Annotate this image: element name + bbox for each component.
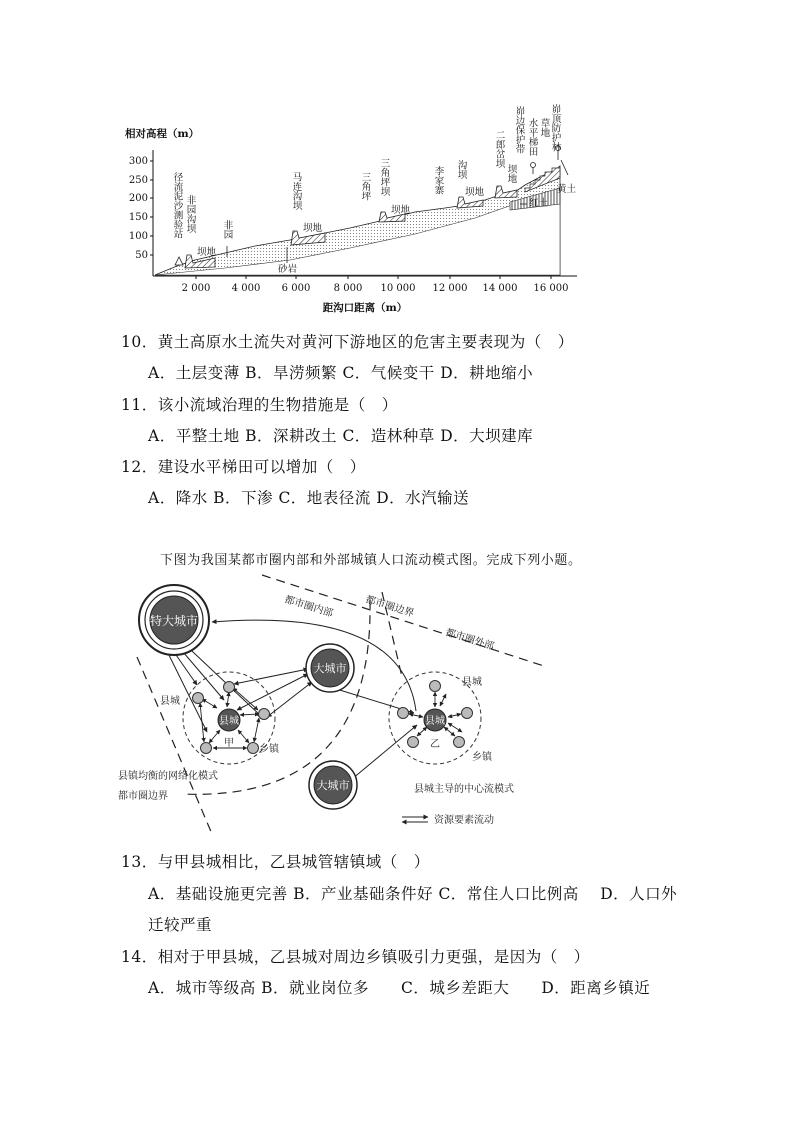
x-tick-10000: 10 000 (380, 283, 416, 294)
label-huangtu: 黄土 (557, 184, 577, 195)
mega-city-label: 特大城市 (149, 614, 199, 628)
label-outer: 都市圈外部 (444, 627, 496, 653)
label-badi-4: 坝地 (465, 187, 485, 198)
yi-label: 乙 (430, 739, 440, 750)
big-city-node-1 (306, 644, 354, 692)
dam-5 (495, 186, 517, 198)
label-sanjiao-pingba: 三角坪坝 (378, 158, 390, 196)
question-13-options: A．基础设施更完善 B．产业基础条件好 C．常住人口比例高 D．人口外 (148, 885, 678, 903)
big-city-label-1: 大城市 (313, 662, 347, 675)
x-ticks (182, 276, 569, 294)
county-a-label: 县城 (219, 716, 239, 727)
label-shuiping: 水平梯田 (526, 118, 538, 156)
legend (402, 813, 494, 826)
x-tick-6000: 6 000 (281, 283, 311, 294)
label-yanding: 峁顶防护林 (549, 104, 561, 152)
y-tick-100: 100 (128, 231, 148, 242)
question-14: 14．相对于甲县城，乙县城对周边乡镇吸引力更强，是因为（ ） (121, 948, 590, 966)
county-b-label: 县城 (425, 716, 445, 727)
question-14-options: A．城市等级高 B．就业岗位多 C．城乡差距大 D．距离乡镇近 (148, 979, 651, 997)
x-axis-label: 距沟口距离（m） (322, 302, 408, 314)
question-12: 12．建设水平梯田可以增加（ ） (121, 458, 366, 476)
label-yanbian: 峁边保护带 (513, 106, 525, 154)
county-a-tag: 县城 (160, 696, 180, 707)
mode-a-label: 县镇均衡的网络化模式 (118, 771, 218, 782)
label-hongtu: 红土 (529, 198, 549, 209)
y-axis-label: 相对高程（m） (125, 128, 200, 140)
y-tick-50: 50 (135, 250, 148, 261)
y-tick-250: 250 (128, 175, 148, 186)
label-sanjiaoping: 三角坪 (359, 172, 371, 201)
terrain-profile-diagram (115, 100, 585, 320)
label-badi-5: 坝地 (505, 164, 517, 183)
label-badi-1: 坝地 (197, 247, 217, 258)
question-13-options-cont: 迁较严重 (148, 916, 213, 934)
inner-outer-boundary-line (262, 575, 544, 666)
label-jingliu: 径流泥沙测验站 (171, 172, 183, 239)
label-feiyuan-goubao: 非园沟坝 (184, 195, 196, 233)
label-goubao: 沟坝 (455, 160, 467, 179)
question-10-options: A．土层变薄 B．旱涝频繁 C．气候变干 D．耕地缩小 (148, 364, 534, 382)
label-badi-2: 坝地 (303, 223, 323, 234)
intro-text: 下图为我国某都市圈内部和外部城镇人口流动模式图。完成下列小题。 (160, 553, 582, 568)
town-b-label: 乡镇 (472, 752, 492, 763)
x-tick-12000: 12 000 (432, 283, 468, 294)
jia-label: 甲 (224, 738, 234, 749)
question-12-options: A．降水 B．下渗 C．地表径流 D．水汽输送 (148, 489, 470, 507)
question-11-options: A．平整土地 B．深耕改土 C．造林种草 D．大坝建库 (148, 427, 534, 445)
town-a-label: 乡镇 (259, 744, 279, 755)
y-tick-150: 150 (128, 212, 148, 223)
mode-b-label: 县城主导的中心流模式 (414, 784, 514, 795)
y-ticks (129, 156, 153, 261)
x-tick-14000: 14 000 (482, 283, 518, 294)
question-10: 10．黄土高原水土流失对黄河下游地区的危害主要表现为（ ） (121, 333, 574, 351)
label-inner: 都市圈内部 (283, 594, 335, 620)
label-erlang: 二郎岔坝 (493, 130, 505, 168)
big-city-node-2 (309, 761, 357, 809)
label-badi-3: 坝地 (391, 205, 411, 216)
x-tick-2000: 2 000 (181, 283, 211, 294)
x-tick-8000: 8 000 (333, 283, 363, 294)
big-city-label-2: 大城市 (316, 779, 350, 792)
y-tick-300: 300 (128, 156, 148, 167)
label-lijiazhai: 李家寨 (432, 166, 444, 195)
x-tick-16000: 16 000 (533, 283, 569, 294)
question-13: 13．与甲县城相比，乙县城管辖镇域（ ） (121, 853, 430, 871)
mega-city-node (139, 585, 209, 655)
question-11: 11．该小流域治理的生物措施是（ ） (121, 396, 398, 414)
county-a-node (218, 709, 240, 749)
county-b-node (424, 709, 446, 750)
label-feiyuan: 非园 (221, 220, 233, 239)
label-shayan: 砂岩 (278, 264, 298, 275)
county-b-tag: 县城 (462, 677, 482, 688)
population-flow-diagram (112, 572, 562, 834)
boundary-left-label: 都市圈边界 (118, 791, 168, 802)
label-caodi: 草地 (538, 118, 550, 137)
y-tick-200: 200 (128, 193, 148, 204)
dam-4 (457, 197, 483, 208)
label-malian-goubao: 马连沟坝 (290, 172, 302, 210)
legend-label: 资源要素流动 (434, 815, 494, 826)
x-tick-4000: 4 000 (231, 283, 261, 294)
label-boundary-top: 都市圈边界 (364, 594, 416, 620)
